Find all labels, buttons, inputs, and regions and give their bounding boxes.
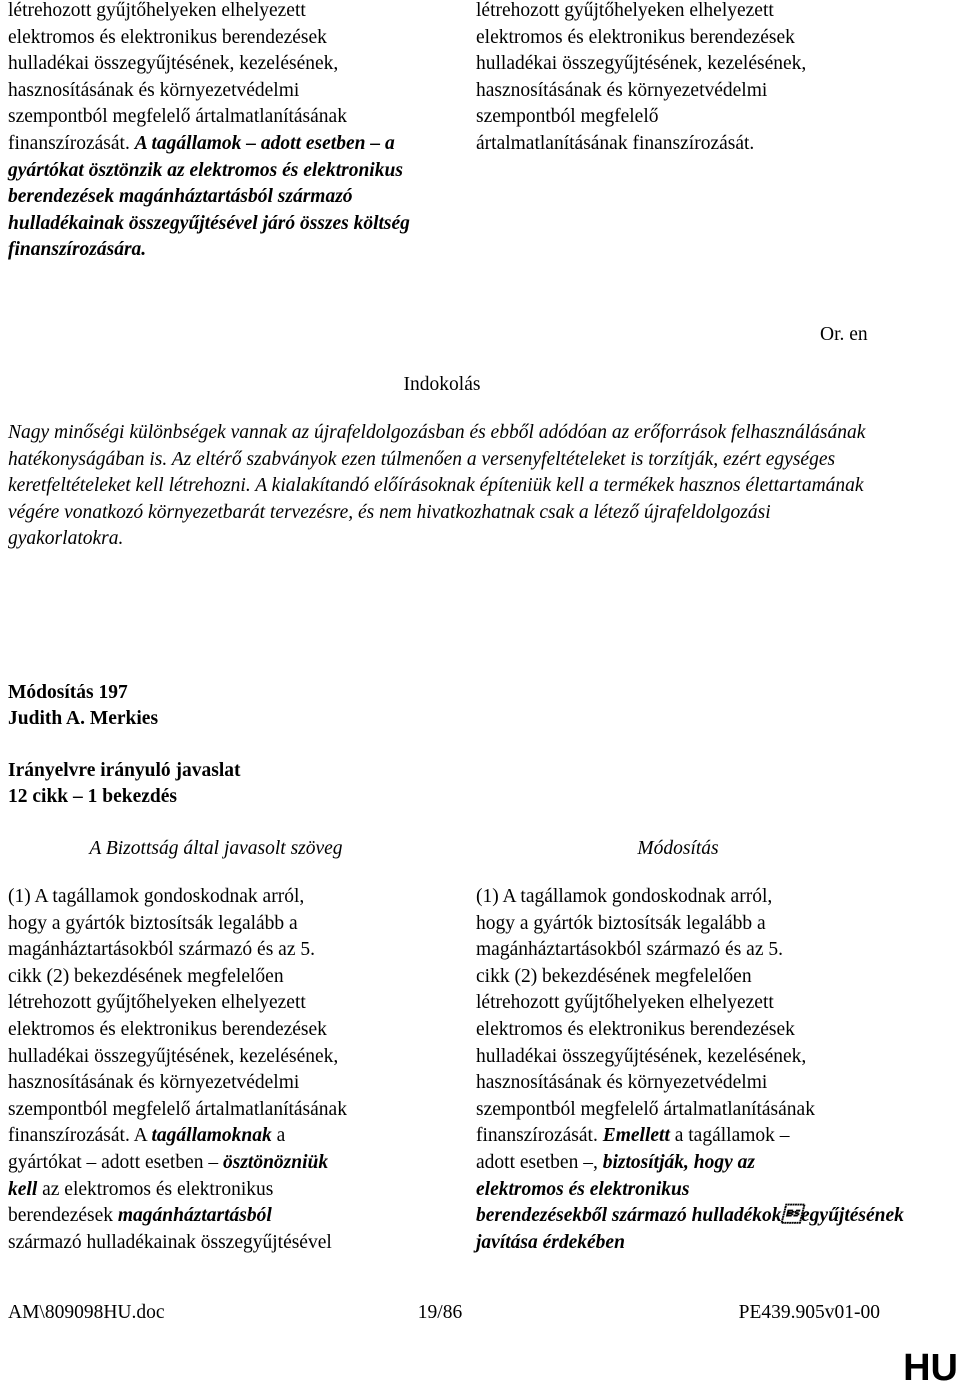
justification-heading: Indokolás <box>403 374 481 395</box>
footer-doc-ref: AM\809098HU.doc <box>8 1302 165 1323</box>
commission-text <box>8 884 438 1256</box>
amendment-text-bold-1: Emellett <box>602 1125 670 1147</box>
top-left-column <box>8 0 428 264</box>
commission-text-plain-2: a gyártókat – adott esetben – <box>8 1125 286 1173</box>
footer-language: HU <box>903 1347 958 1389</box>
commission-text-header: A Bizottság által javasolt szöveg <box>89 838 343 859</box>
amendment-text-plain: (1) A tagállamok gondoskodnak arról, hogy a gyártók biztosítsák legalább a magánháztartásokból származó és az 5. cikk (2) bekezdésének megfelelően létrehozott gyűjtőhelyeken elhelyezett elektromos és elektronikus berendezések hulladékai összegyűjtésének, kezelésének, hasznosításának és környezetvédelmi szempontból megfelelő ártalmatlanításának finanszírozását. <box>476 886 815 1147</box>
commission-text-bold-2: ösztönözniük kell <box>8 1151 329 1200</box>
amendment-header: Módosítás <box>637 838 719 859</box>
article-reference: 12 cikk – 1 bekezdés <box>8 786 178 807</box>
commission-text-plain: (1) A tagállamok gondoskodnak arról, hogy a gyártók biztosítsák legalább a magánháztartásokból származó és az 5. cikk (2) bekezdésének megfelelően létrehozott gyűjtőhelyeken elhelyezett elektromos és elektronikus berendezések hulladékai összegyűjtésének, kezelésének, hasznosításának és környezetvédelmi szempontból megfelelő ártalmatlanításának finanszírozását. A <box>8 886 347 1147</box>
commission-text-plain-3: az elektromos és elektronikus berendezések <box>8 1178 274 1227</box>
proposal-type: Irányelvre irányuló javaslat <box>8 760 241 781</box>
top-left-amended-text: A tagállamok – adott esetben – a gyártókat ösztönzik az elektromos és elektronikus berendezések magánháztartásból származó hulladékainak összegyűjtésével járó összes költség finanszírozására. <box>8 132 410 261</box>
top-left-plain-text: létrehozott gyűjtőhelyeken elhelyezett elektromos és elektronikus berendezések hulladékai összegyűjtésének, kezelésének, hasznosításának és környezetvédelmi szempontból megfelelő ártalmatlanításának finanszírozását. <box>8 0 347 154</box>
footer-page-number: 19/86 <box>417 1302 463 1323</box>
commission-text-bold-3: magánháztartásból <box>117 1205 272 1227</box>
amendment-number: Módosítás 197 <box>8 682 128 703</box>
amendment-text-plain-2: a tagállamok – adott esetben –, <box>476 1125 790 1173</box>
justification-text: Nagy minőségi különbségek vannak az újrafeldolgozásban és ebből adódóan az erőforrások felhasználásának hatékonyságában is. Az eltérő szabványok ezen túlmenően a versenyfeltételeket is torzítják, ezért egységes keretfeltételeket kell létrehozni. A kialakítandó előírásoknak építeniük kell a termékek hasznos élettartamának végére vonatkozó környezetbarát tervezésre, és nem hivatkozhatnak csak a létező újrafeldolgozási gyakorlatokra. <box>8 422 866 550</box>
amendment-text-bold-2: biztosítják, hogy az elektromos és elektronikus berendezésekből származó hulladékokegyűjtésének javítása érdekében <box>476 1151 904 1253</box>
top-right-column: létrehozott gyűjtőhelyeken elhelyezett elektromos és elektronikus berendezések hulladékai összegyűjtésének, kezelésének, hasznosításának és környezetvédelmi szempontból megfelelő ártalmatlanításának finanszírozását. <box>476 0 807 154</box>
original-language: Or. en <box>820 324 868 345</box>
commission-text-bold-1: tagállamoknak <box>151 1125 272 1147</box>
amendment-author: Judith A. Merkies <box>8 708 159 729</box>
footer-pe-ref: PE439.905v01-00 <box>738 1302 880 1323</box>
commission-text-plain-4: származó hulladékainak összegyűjtésével <box>8 1231 332 1253</box>
amendment-text <box>476 884 916 1256</box>
